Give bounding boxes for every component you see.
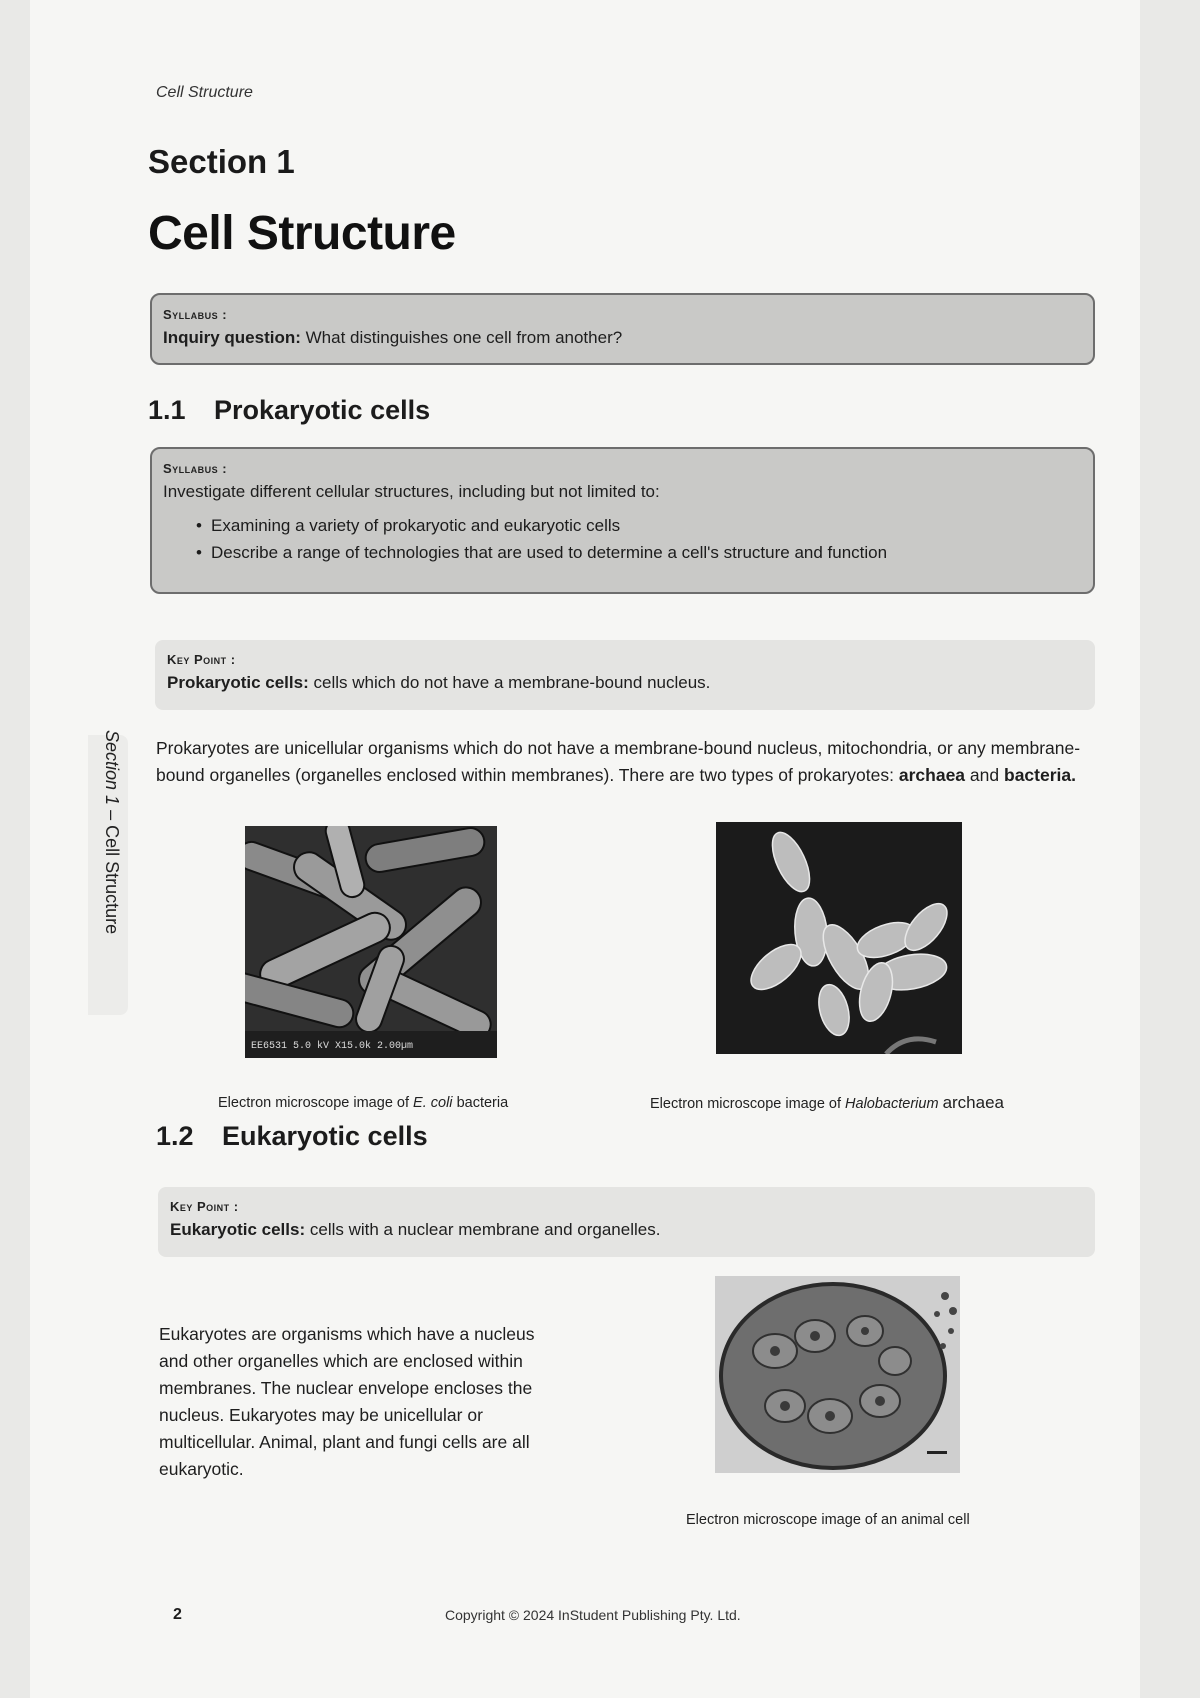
keypoint-text xyxy=(170,1220,1083,1240)
keypoint-heading: Key Point : xyxy=(170,1199,239,1214)
keypoint-box-eukaryotic xyxy=(158,1187,1095,1257)
subsection-number: 1.2 xyxy=(156,1121,194,1151)
running-head: Cell Structure xyxy=(156,84,253,101)
page-number: 2 xyxy=(173,1606,182,1623)
ecoli-caption-pre: Electron microscope image of xyxy=(218,1095,409,1111)
copyright-notice: Copyright © 2024 InStudent Publishing Pty. Ltd. xyxy=(445,1607,741,1623)
ecoli-micrograph xyxy=(245,826,497,1058)
syllabus-box-investigate xyxy=(150,447,1095,594)
animal-cell-micrograph xyxy=(715,1276,960,1473)
halobacterium-micrograph xyxy=(716,822,962,1054)
prokaryote-text: Prokaryotes are unicellular organisms which do not have a membrane-bound nucleus, mitochondria, or any membrane-bound organelles (organelles enclosed within membranes). There are two types of prokaryotes: xyxy=(156,738,1081,785)
section-label: Section 1 xyxy=(148,143,295,180)
inquiry-label: Inquiry question: xyxy=(163,328,301,347)
animal-cell-caption: Electron microscope image of an animal cell xyxy=(686,1512,970,1528)
keypoint-heading: Key Point : xyxy=(167,652,236,667)
side-tab-text xyxy=(101,730,122,1000)
subsection-heading-prokaryotic xyxy=(148,395,430,426)
eukaryote-paragraph: Eukaryotes are organisms which have a nucleus and other organelles which are enclosed within membranes. The nuclear envelope encloses the nucleus. Eukaryotes may be unicellular or multicellular. Animal, plant and fungi cells are all eukaryotic. xyxy=(159,1324,535,1479)
syllabus-inquiry-text xyxy=(163,328,1081,348)
prokaryote-bacteria: bacteria. xyxy=(1004,765,1076,785)
halobacterium-caption xyxy=(650,1093,1004,1113)
keypoint-term: Eukaryotic cells: xyxy=(170,1220,306,1239)
prokaryote-and: and xyxy=(969,765,1000,785)
halobacterium-caption-italic: Halobacterium xyxy=(845,1096,939,1112)
ecoli-caption-italic: E. coli xyxy=(413,1095,453,1111)
inquiry-question: What distinguishes one cell from another? xyxy=(305,328,623,347)
animal-cell-image xyxy=(715,1276,960,1473)
subsection-heading-eukaryotic xyxy=(156,1121,428,1152)
ecoli-caption xyxy=(218,1095,508,1111)
subsection-title: Prokaryotic cells xyxy=(214,395,431,425)
syllabus-heading: Syllabus : xyxy=(163,307,228,322)
subsection-number: 1.1 xyxy=(148,395,186,425)
syllabus-box-inquiry xyxy=(150,293,1095,365)
keypoint-definition: cells which do not have a membrane-bound nucleus. xyxy=(313,673,711,692)
keypoint-term: Prokaryotic cells: xyxy=(167,673,309,692)
syllabus-heading: Syllabus : xyxy=(163,461,228,476)
ecoli-image xyxy=(245,826,497,1058)
halobacterium-caption-pre: Electron microscope image of xyxy=(650,1096,841,1112)
keypoint-text xyxy=(167,673,1083,693)
halobacterium-image xyxy=(716,822,962,1054)
side-tab-title: – Cell Structure xyxy=(102,810,122,935)
prokaryote-archaea: archaea xyxy=(898,765,966,785)
syllabus-intro: Investigate different cellular structures, including but not limited to: xyxy=(163,482,660,501)
subsection-title: Eukaryotic cells xyxy=(222,1121,428,1151)
halobacterium-caption-post: archaea xyxy=(942,1093,1004,1112)
syllabus-bullet: • Describe a range of technologies that are used to determine a cell's structure and function xyxy=(211,539,1081,566)
keypoint-box-prokaryotic xyxy=(155,640,1095,710)
page-title: Cell Structure xyxy=(148,207,456,260)
side-tab-section: Section 1 xyxy=(102,730,122,806)
ecoli-caption-post: bacteria xyxy=(456,1095,509,1111)
syllabus-bullet-list xyxy=(163,512,1081,566)
scale-bar-text: EE6531 5.0 kV X15.0k 2.00µm xyxy=(251,1041,414,1052)
keypoint-definition: cells with a nuclear membrane and organelles. xyxy=(309,1220,661,1239)
prokaryote-paragraph xyxy=(156,735,1096,789)
syllabus-bullet: • Examining a variety of prokaryotic and eukaryotic cells xyxy=(211,512,1081,539)
